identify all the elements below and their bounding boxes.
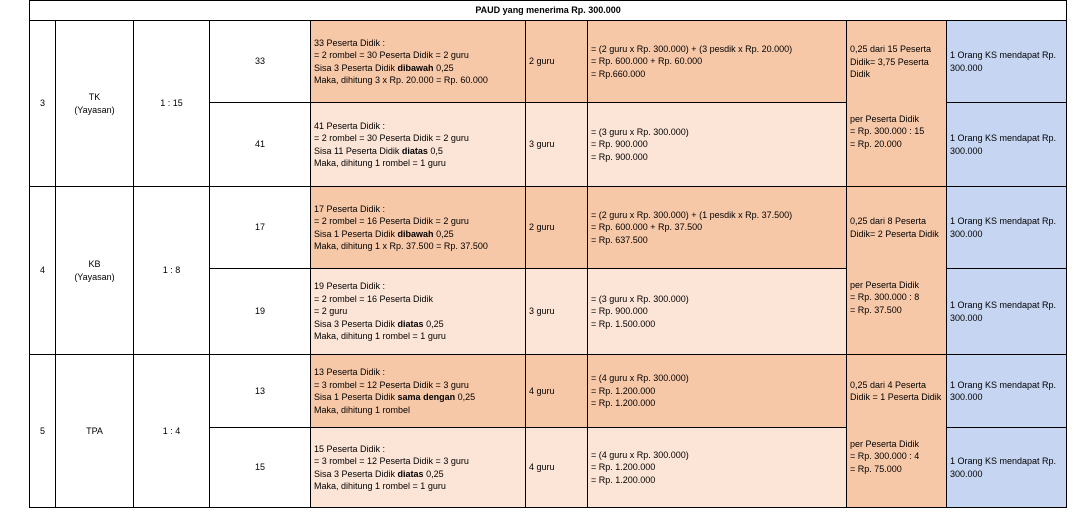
rincian-emphasis: diatas: [397, 318, 424, 329]
keterangan-line: per Peserta Didik: [850, 279, 920, 290]
jumlah-cell: 15: [210, 428, 311, 508]
guru-cell: 4 guru: [526, 355, 588, 428]
perhitungan-line: = Rp. 900.000: [591, 306, 648, 317]
jumlah-cell: 33: [210, 21, 311, 103]
jenis-line: TPA: [86, 425, 103, 436]
jenis-line: (Yayasan): [74, 104, 115, 115]
rincian-line: = 2 rombel = 30 Peserta Didik = 2 guru: [314, 133, 469, 143]
perhitungan-line: = (3 guru x Rp. 300.000): [591, 293, 689, 304]
perhitungan-line: = (3 guru x Rp. 300.000): [591, 126, 689, 137]
ks-cell: 1 Orang KS mendapat Rp. 300.000: [947, 355, 1067, 428]
rincian-cell: [311, 187, 526, 269]
keterangan-bottom-cell: [847, 269, 947, 355]
keterangan-top-cell: 0,25 dari 8 Peserta Didik= 2 Peserta Didik: [847, 187, 947, 269]
rincian-line: = 3 rombel = 12 Peserta Didik = 3 guru: [314, 379, 469, 390]
jenis-line: KB: [88, 259, 101, 269]
jenis-cell: [56, 355, 134, 508]
perhitungan-cell: [588, 269, 847, 355]
keterangan-bottom-cell: [847, 428, 947, 508]
rincian-emphasis: sama dengan: [397, 392, 456, 402]
perhitungan-line: = Rp. 637.500: [591, 234, 648, 245]
keterangan-line: = Rp. 20.000: [850, 138, 902, 149]
jumlah-cell: 41: [210, 103, 311, 187]
keterangan-line: per Peserta Didik: [850, 438, 920, 449]
perhitungan-line: = Rp. 1.200.000: [591, 462, 656, 473]
rincian-line: = 2 guru: [314, 306, 348, 317]
perhitungan-line: = Rp. 1.500.000: [591, 318, 656, 329]
keterangan-line: = Rp. 300.000 : 15: [850, 126, 925, 136]
rincian-line: Maka, dihitung 1 rombel: [314, 404, 411, 415]
rincian-cell: [311, 269, 526, 355]
rincian-line: Maka, dihitung 3 x Rp. 20.000 = Rp. 60.000: [314, 75, 488, 85]
jumlah-cell: 17: [210, 187, 311, 269]
rincian-line: Sisa 1 Peserta Didik sama dengan 0,25: [314, 392, 476, 402]
perhitungan-cell: [588, 103, 847, 187]
ks-cell: 1 Orang KS mendapat Rp. 300.000: [947, 21, 1067, 103]
rincian-line: Maka, dihitung 1 rombel = 1 guru: [314, 481, 446, 491]
jenis-cell: [56, 187, 134, 355]
keterangan-line: = Rp. 75.000: [850, 463, 902, 474]
rasio-cell: 1 : 8: [134, 187, 210, 355]
rincian-cell: [311, 355, 526, 428]
rincian-line: 17 Peserta Didik :: [314, 203, 386, 214]
header-row: [30, 1, 1067, 21]
keterangan-top-cell: 0,25 dari 4 Peserta Didik = 1 Peserta Didik: [847, 355, 947, 428]
perhitungan-line: = (4 guru x Rp. 300.000): [591, 449, 689, 460]
jumlah-cell: 19: [210, 269, 311, 355]
keterangan-top-cell: 0,25 dari 15 Peserta Didik= 3,75 Peserta Didik: [847, 21, 947, 103]
keterangan-line: = Rp. 37.500: [850, 304, 902, 315]
rincian-line: = 2 rombel = 16 Peserta Didik: [314, 293, 434, 304]
rincian-cell: [311, 428, 526, 508]
ks-cell: 1 Orang KS mendapat Rp. 300.000: [947, 187, 1067, 269]
rincian-line: = 2 rombel = 30 Peserta Didik = 2 guru: [314, 50, 469, 60]
rincian-line: = 2 rombel = 16 Peserta Didik = 2 guru: [314, 216, 469, 226]
perhitungan-line: = (2 guru x Rp. 300.000) + (3 pesdik x Rp. 20.000): [591, 43, 793, 54]
ks-cell: 1 Orang KS mendapat Rp. 300.000: [947, 103, 1067, 187]
perhitungan-line: = Rp. 600.000 + Rp. 60.000: [591, 56, 703, 67]
guru-cell: 2 guru: [526, 187, 588, 269]
row-number: 3: [30, 21, 56, 187]
rincian-line: Sisa 3 Peserta Didik dibawah 0,25: [314, 62, 454, 73]
jenis-line: (Yayasan): [74, 271, 115, 282]
table-row: [30, 21, 1067, 103]
rasio-cell: 1 : 4: [134, 355, 210, 508]
jumlah-cell: 13: [210, 355, 311, 428]
rincian-line: Maka, dihitung 1 x Rp. 37.500 = Rp. 37.500: [314, 241, 488, 251]
perhitungan-line: = Rp. 1.200.000: [591, 474, 656, 485]
rincian-cell: [311, 21, 526, 103]
guru-cell: 3 guru: [526, 269, 588, 355]
table-wrapper: [29, 0, 1067, 508]
rincian-line: 33 Peserta Didik :: [314, 37, 386, 48]
keterangan-line: = Rp. 300.000 : 8: [850, 292, 920, 302]
table-row: [30, 187, 1067, 269]
rincian-emphasis: dibawah: [397, 228, 434, 239]
rincian-line: Sisa 11 Peserta Didik diatas 0,5: [314, 145, 443, 156]
perhitungan-line: = Rp.660.000: [591, 68, 646, 79]
keterangan-line: per Peserta Didik: [850, 113, 920, 124]
guru-cell: 2 guru: [526, 21, 588, 103]
perhitungan-line: = (4 guru x Rp. 300.000): [591, 373, 689, 384]
perhitungan-line: = Rp. 900.000: [591, 151, 648, 162]
perhitungan-line: = Rp. 900.000: [591, 139, 648, 150]
rincian-line: Sisa 1 Peserta Didik dibawah 0,25: [314, 228, 454, 239]
perhitungan-cell: [588, 21, 847, 103]
rincian-line: Maka, dihitung 1 rombel = 1 guru: [314, 331, 446, 342]
rincian-line: 15 Peserta Didik :: [314, 443, 386, 454]
paud-allocation-table: [29, 0, 1067, 508]
rincian-emphasis: diatas: [397, 468, 424, 479]
row-number: 5: [30, 355, 56, 508]
keterangan-line: = Rp. 300.000 : 4: [850, 451, 920, 461]
table-title: PAUD yang menerima Rp. 300.000: [30, 1, 1067, 21]
perhitungan-line: = Rp. 600.000 + Rp. 37.500: [591, 222, 703, 233]
rincian-emphasis: diatas: [401, 145, 428, 156]
row-number: 4: [30, 187, 56, 355]
rincian-emphasis: dibawah: [397, 62, 434, 73]
rincian-line: 13 Peserta Didik :: [314, 367, 386, 377]
keterangan-bottom-cell: [847, 103, 947, 187]
rasio-cell: 1 : 15: [134, 21, 210, 187]
guru-cell: 4 guru: [526, 428, 588, 508]
rincian-line: = 3 rombel = 12 Peserta Didik = 3 guru: [314, 456, 469, 466]
rincian-line: 19 Peserta Didik :: [314, 281, 386, 292]
table-row: [30, 355, 1067, 428]
perhitungan-line: = (2 guru x Rp. 300.000) + (1 pesdik x Rp. 37.500): [591, 209, 793, 220]
jenis-cell: [56, 21, 134, 187]
rincian-line: 41 Peserta Didik :: [314, 120, 386, 131]
rincian-line: Sisa 3 Peserta Didik diatas 0,25: [314, 468, 444, 479]
perhitungan-cell: [588, 355, 847, 428]
rincian-cell: [311, 103, 526, 187]
ks-cell: 1 Orang KS mendapat Rp. 300.000: [947, 428, 1067, 508]
rincian-line: Maka, dihitung 1 rombel = 1 guru: [314, 158, 446, 168]
jenis-line: TK: [88, 92, 101, 102]
perhitungan-cell: [588, 428, 847, 508]
rincian-line: Sisa 3 Peserta Didik diatas 0,25: [314, 318, 444, 329]
perhitungan-line: = Rp. 1.200.000: [591, 385, 656, 396]
ks-cell: 1 Orang KS mendapat Rp. 300.000: [947, 269, 1067, 355]
perhitungan-cell: [588, 187, 847, 269]
perhitungan-line: = Rp. 1.200.000: [591, 398, 656, 409]
guru-cell: 3 guru: [526, 103, 588, 187]
